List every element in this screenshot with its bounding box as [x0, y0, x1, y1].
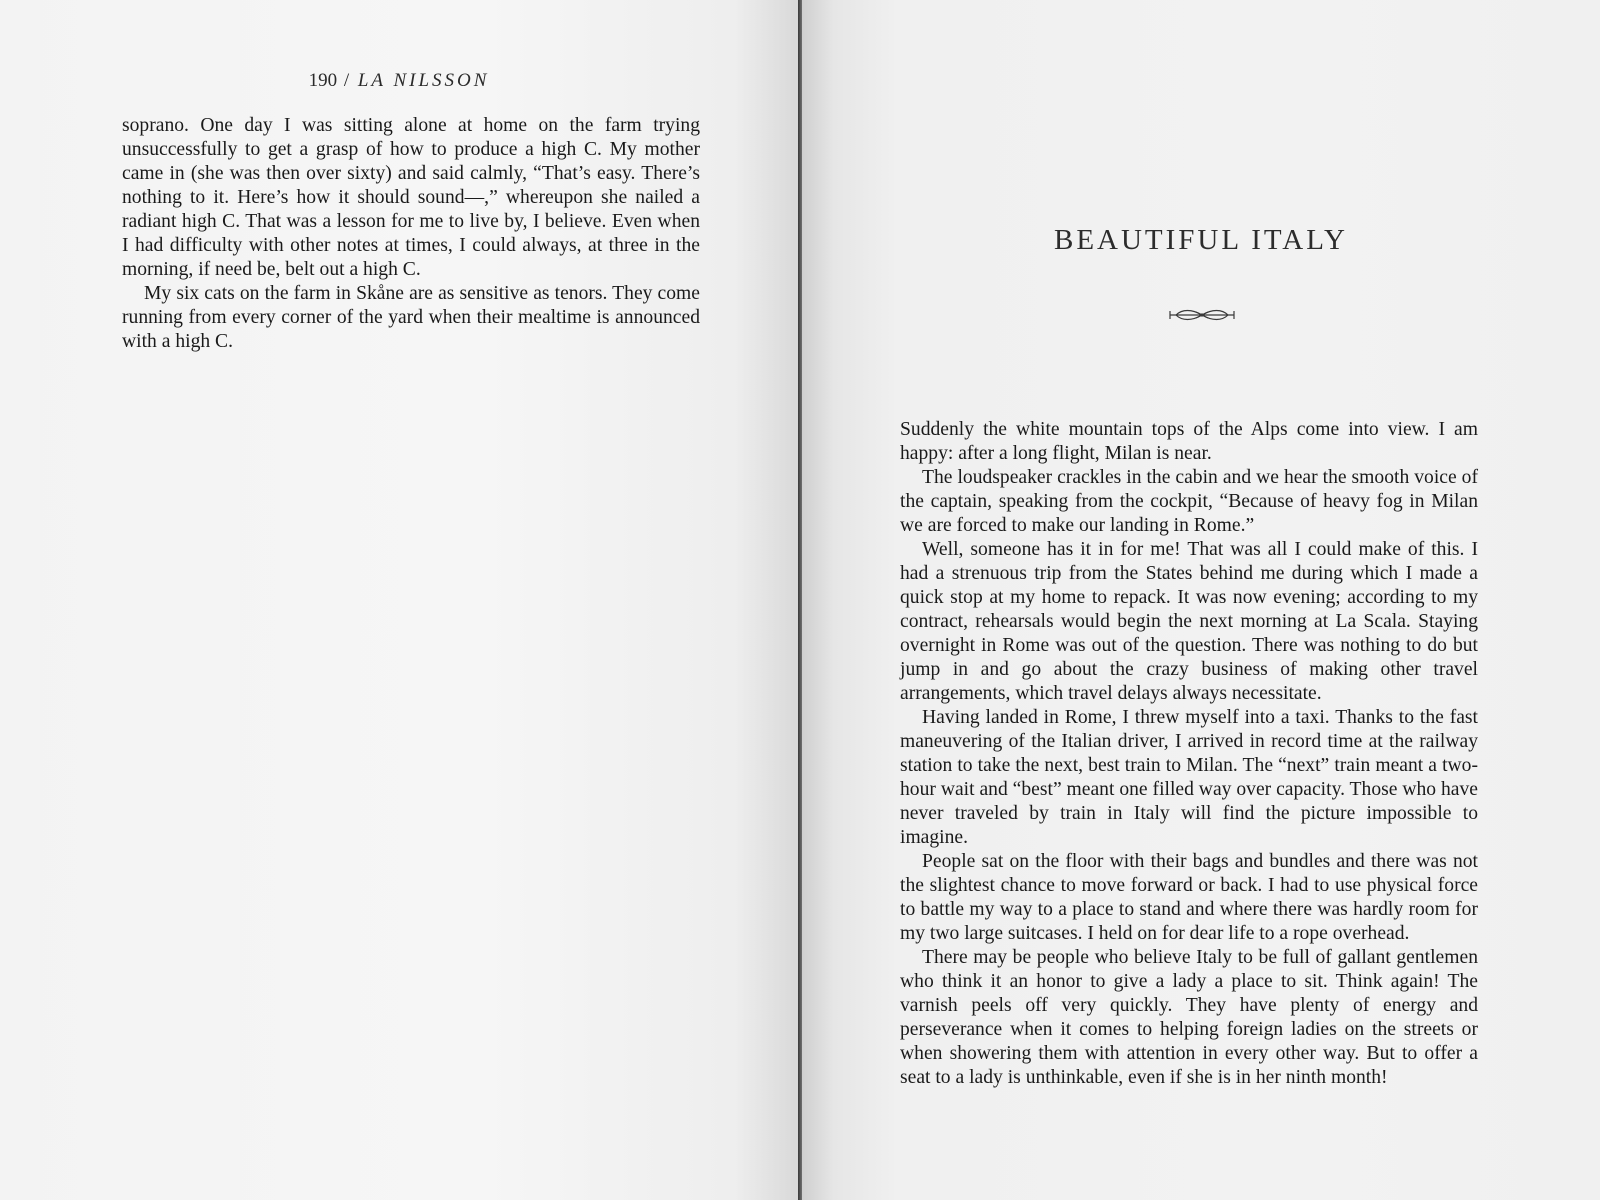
paragraph: The loudspeaker crackles in the cabin and we hear the smooth voice of the captain, speaking from the cockpit, “Because of heavy fog in Milan we are forced to make our landing in Rome.”: [900, 467, 1478, 536]
paragraph: There may be people who believe Italy to be full of gallant gentlemen who think it an honor to give a lady a place to sit. Think again! The varnish peels off very quickly. They have plenty of energy and perseverance when it comes to helping foreign ladies on the streets or when showering them with attention in every other way. But to offer a seat to a lady is unthinkable, even if she is in her ninth month!: [900, 947, 1478, 1088]
right-page-body: [900, 418, 1478, 1090]
paragraph: Well, someone has it in for me! That was all I could make of this. I had a strenuous trip from the States behind me during which I made a quick stop at my home to repack. It was now evening; according to my contract, rehearsals would begin the next morning at La Scala. Staying overnight in Rome was out of the question. There was nothing to do but jump in and go about the crazy business of making other travel arrangements, which travel delays always necessitate.: [900, 539, 1478, 704]
left-page: [0, 0, 798, 1200]
running-head-title: LA NILSSON: [357, 70, 490, 91]
running-head: [0, 70, 798, 92]
left-page-body: [122, 114, 700, 354]
paragraph: Having landed in Rome, I threw myself into a taxi. Thanks to the fast maneuvering of the Italian driver, I arrived in record time at the railway station to take the next, best train to Milan. The “next” train meant a two-hour wait and “best” meant one filled way over capacity. Those who have never traveled by train in Italy will find the picture impossible to imagine.: [900, 707, 1478, 848]
flourish-ornament-icon: [1166, 307, 1238, 323]
running-head-separator: /: [343, 70, 352, 91]
right-page: [802, 0, 1600, 1200]
paragraph: soprano. One day I was sitting alone at home on the farm trying unsuccessfully to get a grasp of how to produce a high C. My mother came in (she was then over sixty) and said calmly, “That’s easy. There’s nothing to it. Here’s how it should sound—,” whereupon she nailed a radiant high C. That was a lesson for me to live by, I believe. Even when I had difficulty with other notes at times, I could always, at three in the morning, if need be, belt out a high C.: [122, 115, 700, 280]
paragraph: People sat on the floor with their bags and bundles and there was not the slightest chance to move forward or back. I had to use physical force to battle my way to a place to stand and where there was hardly room for my two large suitcases. I held on for dear life to a rope overhead.: [900, 851, 1478, 944]
paragraph: My six cats on the farm in Skåne are as sensitive as tenors. They come running from every corner of the yard when their mealtime is announced with a high C.: [122, 283, 700, 352]
paragraph: Suddenly the white mountain tops of the Alps come into view. I am happy: after a long flight, Milan is near.: [900, 419, 1478, 464]
chapter-title: BEAUTIFUL ITALY: [1053, 224, 1349, 256]
page-number: 190: [308, 70, 338, 91]
